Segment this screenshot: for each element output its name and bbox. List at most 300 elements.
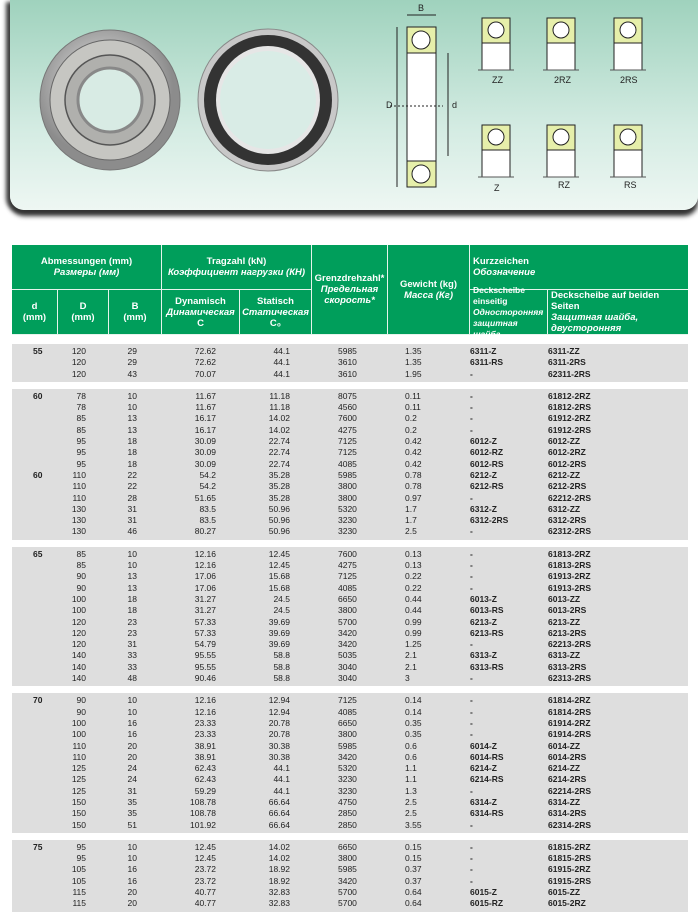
weight-cell: 1.1 <box>405 763 417 774</box>
dynamic-load-cell: 16.17 <box>194 413 216 424</box>
width-B-cell: 33 <box>127 650 137 661</box>
limit-speed-cell: 3230 <box>338 774 357 785</box>
static-load-cell: 20.78 <box>268 717 290 728</box>
outer-D-cell: 150 <box>71 796 86 807</box>
dynamic-load-cell: 23.33 <box>194 729 216 740</box>
width-B-cell: 10 <box>127 853 137 864</box>
single-shield-code-cell: 6015-Z <box>470 887 497 898</box>
dynamic-load-cell: 12.16 <box>194 560 216 571</box>
weight-cell: 0.37 <box>405 875 422 886</box>
width-B-cell: 10 <box>127 390 137 401</box>
dynamic-load-cell: 12.45 <box>194 841 216 852</box>
static-load-cell: 44.1 <box>273 357 290 368</box>
outer-D-cell: 110 <box>72 469 86 480</box>
outer-D-cell: 140 <box>71 650 86 661</box>
weight-cell: 1.7 <box>405 515 417 526</box>
single-shield-code-cell: 6312-2RS <box>470 515 509 526</box>
width-B-cell: 20 <box>127 887 137 898</box>
single-shield-code-cell: - <box>470 548 473 559</box>
width-B-cell: 31 <box>127 503 137 514</box>
static-load-cell: 50.96 <box>268 503 290 514</box>
weight-cell: 0.2 <box>405 424 417 435</box>
dynamic-load-cell: 51.65 <box>194 492 216 503</box>
seal-type-diagram <box>478 18 514 70</box>
single-shield-code-cell: - <box>470 560 473 571</box>
outer-D-cell: 90 <box>76 571 86 582</box>
single-shield-code-cell: - <box>470 864 473 875</box>
table-row <box>12 346 688 357</box>
single-shield-code-cell: - <box>470 526 473 537</box>
dynamic-load-cell: 12.16 <box>194 706 216 717</box>
outer-D-cell: 125 <box>71 774 86 785</box>
weight-cell: 0.97 <box>405 492 422 503</box>
table-row <box>12 853 688 864</box>
static-load-cell: 58.8 <box>273 673 290 684</box>
seal-type-diagrams <box>478 18 646 177</box>
static-load-cell: 18.92 <box>268 875 290 886</box>
table-row <box>12 820 688 831</box>
single-shield-code-cell: - <box>470 729 473 740</box>
weight-cell: 0.99 <box>405 627 422 638</box>
bore-d-cell: 65 <box>33 548 43 559</box>
table-row <box>12 571 688 582</box>
weight-cell: 0.15 <box>405 853 422 864</box>
dynamic-load-cell: 108.78 <box>190 796 216 807</box>
static-load-cell: 66.64 <box>268 808 290 819</box>
outer-D-cell: 90 <box>76 582 86 593</box>
shielded-bearing-photo <box>40 30 180 170</box>
outer-D-cell: 90 <box>76 695 86 706</box>
limit-speed-cell: 3230 <box>338 526 357 537</box>
limit-speed-cell: 3420 <box>338 639 357 650</box>
table-row <box>12 808 688 819</box>
table-row <box>12 662 688 673</box>
dynamic-load-cell: 72.62 <box>194 357 216 368</box>
dynamic-load-cell: 83.5 <box>199 503 216 514</box>
table-row <box>12 718 688 729</box>
table-row <box>12 459 688 470</box>
weight-cell: 0.37 <box>405 864 422 875</box>
weight-cell: 0.64 <box>405 887 422 898</box>
outer-D-cell: 120 <box>71 616 86 627</box>
single-shield-code-cell: 6014-RS <box>470 751 504 762</box>
static-load-cell: 22.74 <box>268 447 290 458</box>
seal-type-diagram <box>610 18 646 70</box>
single-shield-code-cell: 6212-Z <box>470 469 497 480</box>
outer-D-cell: 120 <box>71 627 86 638</box>
row-group <box>12 344 688 382</box>
width-B-cell: 18 <box>127 605 137 616</box>
static-load-cell: 14.02 <box>268 853 290 864</box>
double-shield-code-cell: 6212-2RS <box>548 481 587 492</box>
seal-type-diagram <box>543 18 579 70</box>
table-row <box>12 504 688 515</box>
static-load-cell: 58.8 <box>273 650 290 661</box>
table-row <box>12 763 688 774</box>
row-group <box>12 840 688 912</box>
width-B-cell: 13 <box>127 582 137 593</box>
weight-cell: 0.35 <box>405 717 422 728</box>
width-B-cell: 43 <box>127 368 137 379</box>
row-group <box>12 389 688 540</box>
width-B-cell: 22 <box>127 481 137 492</box>
limit-speed-cell: 3420 <box>338 751 357 762</box>
single-shield-code-cell: 6311-Z <box>470 346 497 356</box>
double-shield-code-cell: 62311-2RS <box>548 368 591 379</box>
outer-D-cell: 130 <box>71 503 86 514</box>
limit-speed-cell: 7125 <box>338 571 357 582</box>
double-shield-code-cell: 6013-2RS <box>548 605 587 616</box>
table-row <box>12 425 688 436</box>
single-shield-code-cell: - <box>470 582 473 593</box>
double-shield-code-cell: 6314-2RS <box>548 808 587 819</box>
outer-D-cell: 140 <box>71 661 86 672</box>
single-shield-code-cell: - <box>470 639 473 650</box>
double-shield-code-cell: 6012-2RZ <box>548 447 586 458</box>
static-load-cell: 35.28 <box>268 481 290 492</box>
width-B-cell: 16 <box>127 729 137 740</box>
row-group <box>12 693 688 833</box>
single-shield-code-cell: 6212-RS <box>470 481 504 492</box>
table-row <box>12 481 688 492</box>
static-load-cell: 24.5 <box>273 605 290 616</box>
dynamic-load-cell: 83.5 <box>199 515 216 526</box>
single-shield-code-cell: 6214-Z <box>470 763 497 774</box>
width-B-cell: 20 <box>127 898 137 909</box>
single-shield-code-cell: - <box>470 390 473 401</box>
dynamic-load-cell: 38.91 <box>194 751 216 762</box>
dynamic-load-cell: 31.27 <box>194 605 216 616</box>
limit-speed-cell: 3230 <box>338 515 357 526</box>
row-group <box>12 547 688 687</box>
weight-cell: 0.13 <box>405 560 422 571</box>
weight-cell: 0.11 <box>405 402 421 413</box>
dynamic-load-cell: 40.77 <box>194 887 216 898</box>
weight-cell: 3 <box>405 673 410 684</box>
outer-D-cell: 100 <box>71 605 86 616</box>
outer-D-cell: 85 <box>76 413 86 424</box>
outer-D-cell: 125 <box>71 785 86 796</box>
weight-cell: 1.25 <box>405 639 422 650</box>
table-row <box>12 402 688 413</box>
outer-D-cell: 105 <box>71 875 86 886</box>
static-load-cell: 11.18 <box>269 402 290 413</box>
static-load-cell: 12.45 <box>268 560 290 571</box>
dynamic-load-cell: 12.45 <box>194 853 216 864</box>
outer-D-cell: 85 <box>76 424 86 435</box>
static-load-cell: 15.68 <box>268 582 290 593</box>
table-row <box>12 887 688 898</box>
static-load-cell: 14.02 <box>268 841 290 852</box>
dynamic-load-cell: 57.33 <box>194 627 216 638</box>
limit-speed-cell: 7125 <box>338 695 357 706</box>
weight-cell: 3.55 <box>405 819 422 830</box>
header-dimensions: Abmessungen (mm) Размеры (мм) <box>12 245 162 290</box>
dynamic-load-cell: 62.43 <box>194 774 216 785</box>
limit-speed-cell: 5985 <box>338 346 357 356</box>
header-d: d (mm) <box>12 290 58 335</box>
double-shield-code-cell: 6214-ZZ <box>548 763 581 774</box>
double-shield-code-cell: 6312-ZZ <box>548 503 581 514</box>
header-D: D (mm) <box>58 290 109 335</box>
outer-D-cell: 130 <box>71 515 86 526</box>
double-shield-code-cell: 6311-ZZ <box>548 346 580 356</box>
outer-D-cell: 130 <box>71 526 86 537</box>
limit-speed-cell: 5700 <box>338 898 357 909</box>
bearing-photos <box>0 0 698 215</box>
static-load-cell: 30.38 <box>268 740 290 751</box>
limit-speed-cell: 3800 <box>338 729 357 740</box>
table-row <box>12 707 688 718</box>
outer-D-cell: 95 <box>76 841 86 852</box>
weight-cell: 0.42 <box>405 436 422 447</box>
limit-speed-cell: 8075 <box>338 390 357 401</box>
header-double-shield: Deckscheibe auf beiden Seiten Защитная шайба, двусторонняя <box>548 290 688 335</box>
dynamic-load-cell: 12.16 <box>194 695 216 706</box>
limit-speed-cell: 3040 <box>338 673 357 684</box>
dim-D-label: D <box>386 100 393 110</box>
dynamic-load-cell: 59.29 <box>194 785 216 796</box>
weight-cell: 0.42 <box>405 447 422 458</box>
limit-speed-cell: 3610 <box>338 357 357 368</box>
table-row <box>12 436 688 447</box>
double-shield-code-cell: 62312-2RS <box>548 526 592 537</box>
static-load-cell: 12.94 <box>268 695 290 706</box>
double-shield-code-cell: 61914-2RZ <box>548 717 591 728</box>
single-shield-code-cell: 6014-Z <box>470 740 497 751</box>
limit-speed-cell: 5320 <box>338 763 357 774</box>
table-row <box>12 786 688 797</box>
static-load-cell: 12.45 <box>268 548 290 559</box>
weight-cell: 0.14 <box>405 695 422 706</box>
double-shield-code-cell: 61814-2RS <box>548 706 592 717</box>
table-body <box>12 344 688 912</box>
type-label: 2RS <box>620 75 638 85</box>
table-row <box>12 729 688 740</box>
bore-d-cell: 75 <box>33 841 43 852</box>
width-B-cell: 18 <box>127 436 137 447</box>
table-row <box>12 470 688 481</box>
width-B-cell: 13 <box>127 424 137 435</box>
limit-speed-cell: 7125 <box>338 447 357 458</box>
dynamic-load-cell: 11.67 <box>195 390 216 401</box>
single-shield-code-cell: 6015-RZ <box>470 898 504 909</box>
table-row <box>12 549 688 560</box>
width-B-cell: 18 <box>127 458 137 469</box>
header-B: B (mm) <box>109 290 162 335</box>
limit-speed-cell: 3040 <box>338 661 357 672</box>
weight-cell: 1.35 <box>405 357 422 368</box>
single-shield-code-cell: - <box>470 785 473 796</box>
limit-speed-cell: 4275 <box>338 560 357 571</box>
table-row <box>12 594 688 605</box>
limit-speed-cell: 7600 <box>338 548 357 559</box>
outer-D-cell: 78 <box>76 402 86 413</box>
width-B-cell: 18 <box>127 447 137 458</box>
outer-D-cell: 110 <box>72 481 86 492</box>
static-load-cell: 66.64 <box>268 796 290 807</box>
width-B-cell: 48 <box>127 673 137 684</box>
table-row <box>12 605 688 616</box>
outer-D-cell: 120 <box>71 346 86 356</box>
double-shield-code-cell: 6014-2RS <box>548 751 587 762</box>
width-B-cell: 20 <box>127 740 137 751</box>
static-load-cell: 20.78 <box>268 729 290 740</box>
limit-speed-cell: 4750 <box>338 796 357 807</box>
static-load-cell: 44.1 <box>273 785 290 796</box>
double-shield-code-cell: 61815-2RZ <box>548 841 591 852</box>
width-B-cell: 10 <box>127 560 137 571</box>
dynamic-load-cell: 95.55 <box>194 650 216 661</box>
limit-speed-cell: 3420 <box>338 627 357 638</box>
double-shield-code-cell: 61912-2RZ <box>548 413 591 424</box>
table-row <box>12 560 688 571</box>
dynamic-load-cell: 108.78 <box>190 808 216 819</box>
single-shield-code-cell: 6213-RS <box>470 627 504 638</box>
weight-cell: 1.35 <box>405 346 422 356</box>
dynamic-load-cell: 11.67 <box>195 402 216 413</box>
width-B-cell: 10 <box>127 841 137 852</box>
width-B-cell: 10 <box>127 402 137 413</box>
limit-speed-cell: 5320 <box>338 503 357 514</box>
double-shield-code-cell: 6312-2RS <box>548 515 587 526</box>
double-shield-code-cell: 6012-ZZ <box>548 436 581 447</box>
bore-d-cell: 70 <box>33 695 43 706</box>
single-shield-code-cell: 6312-Z <box>470 503 497 514</box>
weight-cell: 0.78 <box>405 469 422 480</box>
double-shield-code-cell: 6314-ZZ <box>548 796 581 807</box>
dim-B-label: B <box>418 3 425 13</box>
double-shield-code-cell: 62212-2RS <box>548 492 592 503</box>
width-B-cell: 28 <box>127 492 137 503</box>
static-load-cell: 12.94 <box>268 706 290 717</box>
dynamic-load-cell: 30.09 <box>194 458 216 469</box>
bore-d-cell: 60 <box>33 469 43 480</box>
header-code: Kurzzeichen Обозначение <box>470 245 688 290</box>
table-row <box>12 526 688 537</box>
outer-D-cell: 95 <box>76 458 86 469</box>
table-row <box>12 447 688 458</box>
table-row <box>12 797 688 808</box>
double-shield-code-cell: 6311-2RS <box>548 357 586 368</box>
double-shield-code-cell: 61813-2RZ <box>548 548 591 559</box>
weight-cell: 2.5 <box>405 526 417 537</box>
table-row <box>12 369 688 380</box>
width-B-cell: 31 <box>127 515 137 526</box>
single-shield-code-cell: - <box>470 402 473 413</box>
limit-speed-cell: 5985 <box>338 864 357 875</box>
weight-cell: 0.15 <box>405 841 422 852</box>
width-B-cell: 24 <box>127 774 137 785</box>
outer-D-cell: 100 <box>71 593 86 604</box>
double-shield-code-cell: 6214-2RS <box>548 774 587 785</box>
static-load-cell: 11.18 <box>269 390 290 401</box>
table-row <box>12 695 688 706</box>
limit-speed-cell: 3610 <box>338 368 357 379</box>
limit-speed-cell: 5985 <box>338 469 357 480</box>
table-row <box>12 650 688 661</box>
single-shield-code-cell: - <box>470 424 473 435</box>
outer-D-cell: 105 <box>71 864 86 875</box>
type-label: ZZ <box>492 75 503 85</box>
width-B-cell: 18 <box>127 593 137 604</box>
width-B-cell: 31 <box>127 785 137 796</box>
single-shield-code-cell: 6314-Z <box>470 796 497 807</box>
type-label: 2RZ <box>554 75 572 85</box>
product-banner <box>0 0 698 222</box>
static-load-cell: 35.28 <box>268 492 290 503</box>
double-shield-code-cell: 61913-2RS <box>548 582 592 593</box>
outer-D-cell: 115 <box>72 887 86 898</box>
weight-cell: 0.42 <box>405 458 422 469</box>
single-shield-code-cell: - <box>470 875 473 886</box>
table-row <box>12 864 688 875</box>
double-shield-code-cell: 6014-ZZ <box>548 740 581 751</box>
width-B-cell: 29 <box>127 357 137 368</box>
dynamic-load-cell: 30.09 <box>194 436 216 447</box>
limit-speed-cell: 6650 <box>338 841 357 852</box>
limit-speed-cell: 4085 <box>338 458 357 469</box>
bore-d-cell: 60 <box>33 390 43 401</box>
double-shield-code-cell: 62313-2RS <box>548 673 592 684</box>
width-B-cell: 10 <box>127 706 137 717</box>
table-row <box>12 617 688 628</box>
outer-D-cell: 85 <box>76 560 86 571</box>
limit-speed-cell: 5700 <box>338 887 357 898</box>
dynamic-load-cell: 95.55 <box>194 661 216 672</box>
table-row <box>12 583 688 594</box>
outer-D-cell: 120 <box>71 368 86 379</box>
double-shield-code-cell: 6013-ZZ <box>548 593 581 604</box>
dynamic-load-cell: 40.77 <box>194 898 216 909</box>
limit-speed-cell: 5035 <box>338 650 357 661</box>
header-single-shield: Deckscheibe einseitig Односторонняя защитная шайба <box>470 290 548 335</box>
limit-speed-cell: 7600 <box>338 413 357 424</box>
outer-D-cell: 85 <box>76 548 86 559</box>
weight-cell: 0.22 <box>405 582 422 593</box>
static-load-cell: 35.28 <box>268 469 290 480</box>
width-B-cell: 35 <box>127 808 137 819</box>
table-row <box>12 515 688 526</box>
static-load-cell: 39.69 <box>268 639 290 650</box>
double-shield-code-cell: 61814-2RZ <box>548 695 591 706</box>
dim-d-label: d <box>452 100 458 110</box>
dynamic-load-cell: 90.46 <box>194 673 216 684</box>
limit-speed-cell: 4085 <box>338 582 357 593</box>
single-shield-code-cell: - <box>470 841 473 852</box>
table-row <box>12 752 688 763</box>
double-shield-code-cell: 61812-2RZ <box>548 390 591 401</box>
single-shield-code-cell: - <box>470 853 473 864</box>
static-load-cell: 66.64 <box>268 819 290 830</box>
weight-cell: 0.14 <box>405 706 422 717</box>
outer-D-cell: 110 <box>72 740 86 751</box>
width-B-cell: 23 <box>127 616 137 627</box>
table-row <box>12 898 688 909</box>
dynamic-load-cell: 38.91 <box>194 740 216 751</box>
dynamic-load-cell: 30.09 <box>194 447 216 458</box>
limit-speed-cell: 5985 <box>338 740 357 751</box>
bearing-table <box>12 245 688 912</box>
dynamic-load-cell: 16.17 <box>194 424 216 435</box>
outer-D-cell: 120 <box>71 357 86 368</box>
width-B-cell: 51 <box>127 819 137 830</box>
double-shield-code-cell: 6313-ZZ <box>548 650 581 661</box>
width-B-cell: 16 <box>127 864 137 875</box>
single-shield-code-cell: - <box>470 673 473 684</box>
limit-speed-cell: 6650 <box>338 593 357 604</box>
single-shield-code-cell: 6013-Z <box>470 593 497 604</box>
